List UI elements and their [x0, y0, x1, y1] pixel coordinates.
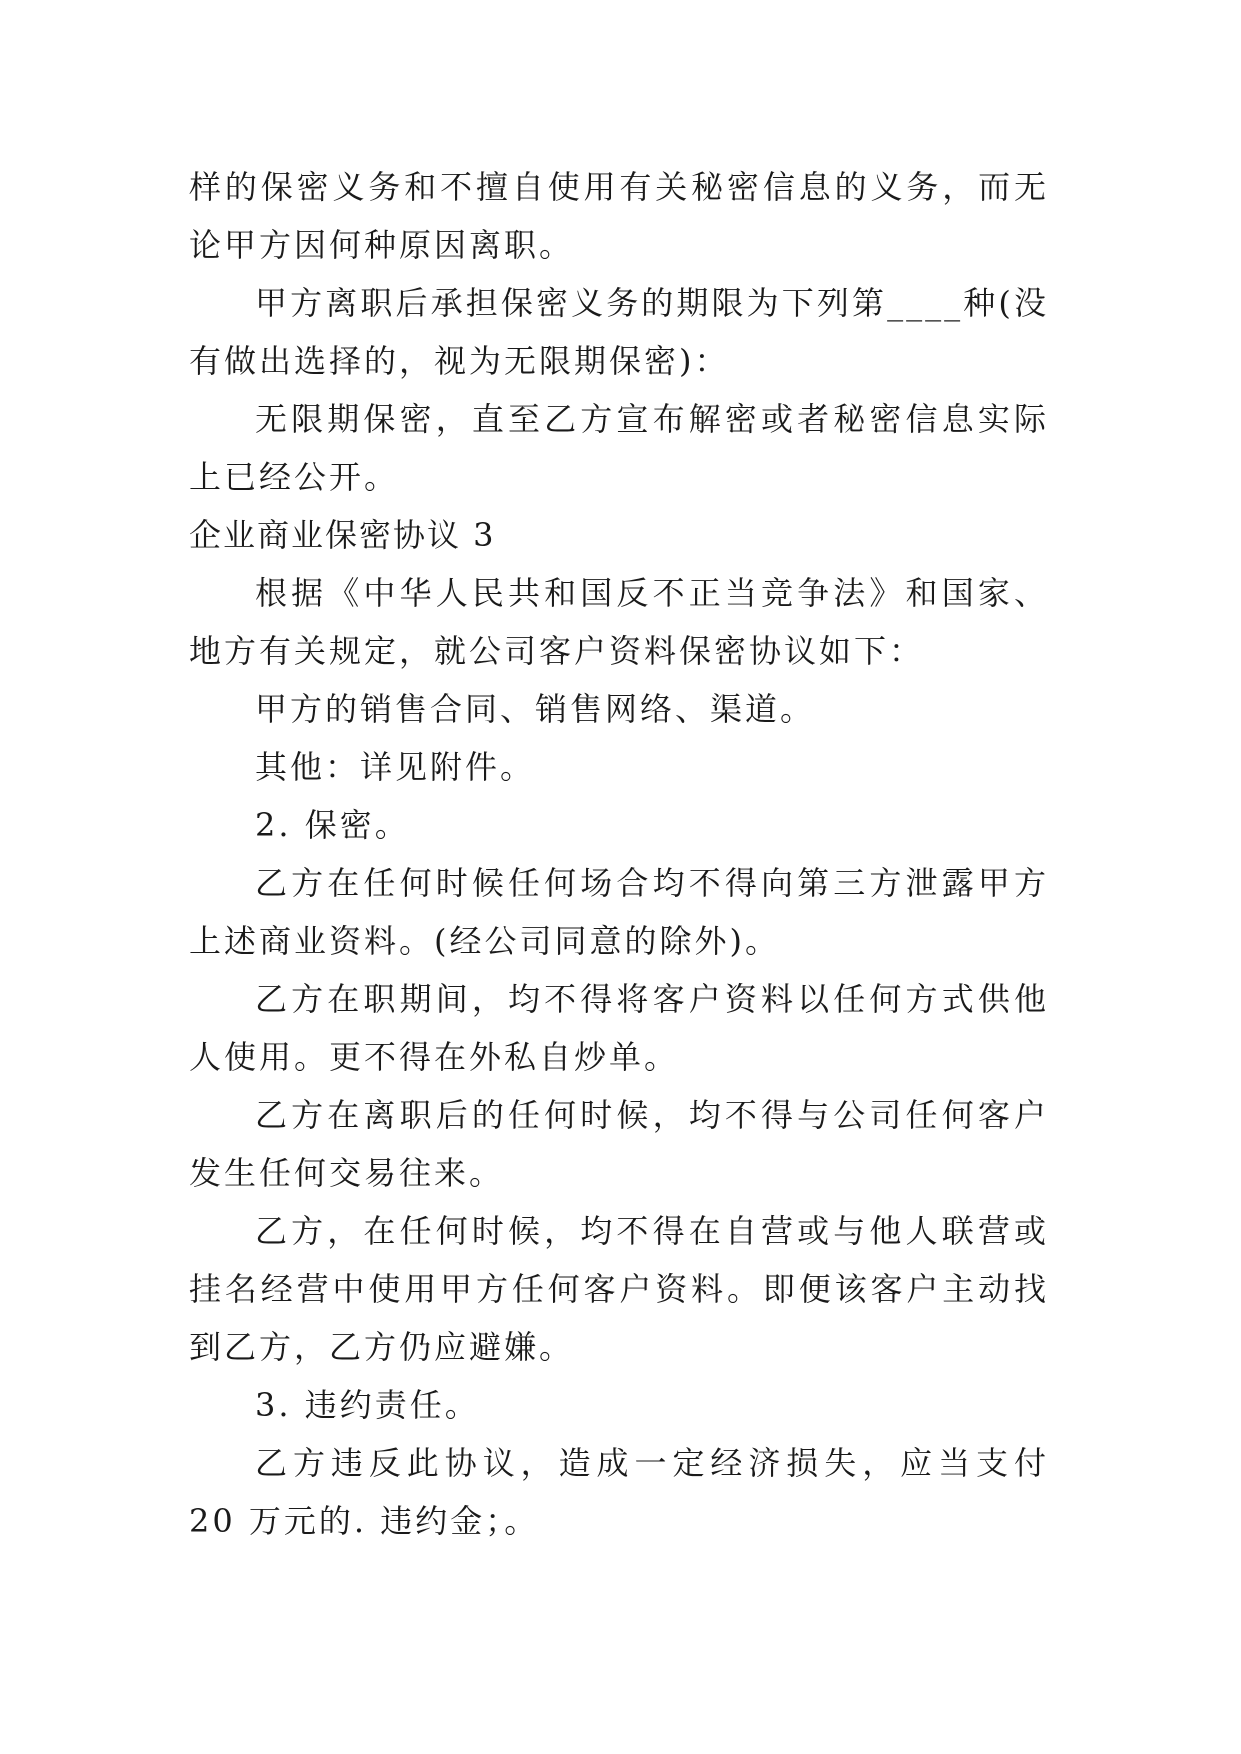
paragraph-during-employment: 乙方在职期间，均不得将客户资料以任何方式供他人使用。更不得在外私自炒单。 [189, 980, 1049, 1076]
paragraph-other: 其他：详见附件。 [255, 748, 536, 786]
document-body [189, 158, 1049, 1550]
clause-2-heading: 2. 保密。 [255, 806, 410, 844]
paragraph-no-use: 乙方，在任何时候，均不得在自营或与他人联营或挂名经营中使用甲方任何客户资料。即便该客户主动找到乙方，乙方仍应避嫌。 [189, 1212, 1049, 1366]
paragraph-continuation: 样的保密义务和不擅自使用有关秘密信息的义务，而无论甲方因何种原因离职。 [189, 168, 1049, 264]
clause-3-heading: 3. 违约责任。 [255, 1386, 480, 1424]
paragraph-after-employment: 乙方在离职后的任何时候，均不得与公司任何客户发生任何交易往来。 [189, 1096, 1049, 1192]
paragraph-confidentiality-term: 甲方离职后承担保密义务的期限为下列第____种(没有做出选择的，视为无限期保密)： [189, 284, 1049, 380]
paragraph-legal-basis: 根据《中华人民共和国反不正当竞争法》和国家、地方有关规定，就公司客户资料保密协议如下： [189, 574, 1049, 670]
paragraph-penalty: 乙方违反此协议，造成一定经济损失，应当支付 20 万元的. 违约金；。 [189, 1444, 1049, 1540]
paragraph-sales-info: 甲方的销售合同、销售网络、渠道。 [255, 690, 816, 728]
paragraph-indefinite-term: 无限期保密，直至乙方宣布解密或者秘密信息实际上已经公开。 [189, 400, 1049, 496]
paragraph-no-disclosure: 乙方在任何时候任何场合均不得向第三方泄露甲方上述商业资料。(经公司同意的除外)。 [189, 864, 1049, 960]
section-heading: 企业商业保密协议 3 [189, 516, 496, 554]
